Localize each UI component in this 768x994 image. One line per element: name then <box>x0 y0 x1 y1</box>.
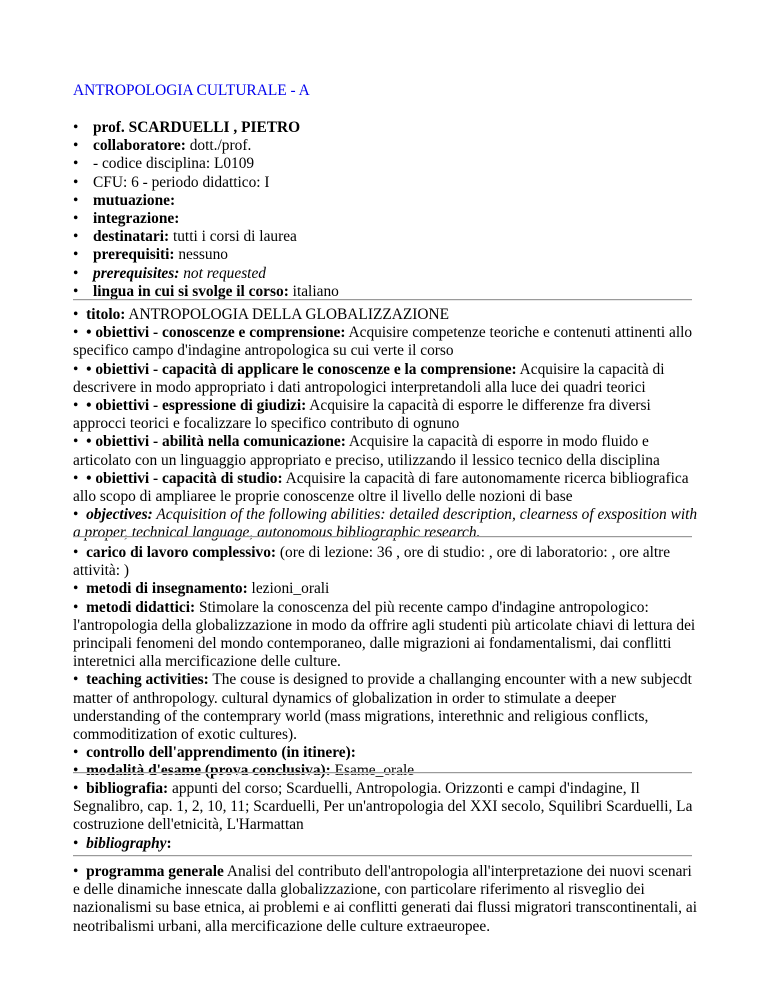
bullet-icon: • <box>73 228 79 246</box>
bullet-icon: • <box>73 155 79 173</box>
bullet-icon: • <box>73 282 79 300</box>
item-value: Analisi del contributo dell'antropologia all'interpretazione dei nuovi scenari e delle dinamiche innescate dalla globalizzazione, con particolare riferimento al risveglio dei nazionalismi su base etnica, ai problemi e ai conflitti generati dai flussi migratori transcontinentali, ai neotribalismi urbani, alla mercificazione delle culture extraeuropee. <box>73 863 697 935</box>
method-item-didactic <box>73 599 699 672</box>
item-label: teaching activities: <box>86 671 209 689</box>
info-value: - codice disciplina: L0109 <box>93 155 255 173</box>
item-label: • obiettivi - capacità di applicare le conoscenze e la comprensione: <box>86 360 517 378</box>
program-section <box>73 863 699 936</box>
item-value: Acquisire la capacità di fare autonomamente ricerca bibliografica allo scopo di ampliaree le proprie conoscenze oltre il livello delle nozioni di base <box>73 469 689 506</box>
item-label: metodi didattici: <box>86 598 196 616</box>
item-value: Acquisire la capacità di esporre in modo fluido e articolato con un linguaggio appropriato e preciso, utilizzando il lessico tecnico della disciplina <box>73 433 660 469</box>
objective-item-knowledge <box>73 324 699 360</box>
objective-item-communication <box>73 433 699 469</box>
bullet-icon: • <box>73 246 79 264</box>
method-item-teaching-methods <box>73 580 699 598</box>
info-label: integrazione: <box>93 210 180 228</box>
info-item-prerequisiti <box>73 246 699 264</box>
item-value: (ore di lezione: 36 , ore di studio: , ore di laboratorio: , ore altre attività: ) <box>73 544 671 580</box>
info-value: italiano <box>288 282 339 300</box>
bullet-icon: • <box>73 469 79 487</box>
info-label: destinatari: <box>93 228 170 246</box>
method-item-assessment <box>73 744 699 762</box>
bullet-icon: • <box>73 397 79 415</box>
bullet-icon: • <box>73 744 79 762</box>
item-value: Stimolare la conoscenza del più recente campo d'indagine antropologico: l'antropologia della globalizzazione in modo da offrire agli studenti più articolate chiavi di lettura dei principali fenomeni del mondo contemporaneo, dalle migrazioni ai fondamentalismi, dai conflitti interetnici alla mercificazione delle culture. <box>73 598 696 671</box>
item-value: Acquisire la capacità di esporre le differenze fra diversi approcci teorici e focalizzare lo specifico contributo di ognuno <box>73 397 651 433</box>
item-label: metodi di insegnamento: <box>86 580 248 598</box>
bullet-icon: • <box>73 762 79 780</box>
bullet-icon: • <box>73 191 79 209</box>
item-value: Acquisire competenze teoriche e contenuti attinenti allo specifico campo d'indagine antropologica su cui verte il corso <box>73 324 693 360</box>
item-value: Acquisition of the following abilities: detailed description, clearness of exsposition with a proper, technical language, autonomous bibliographic research. <box>73 506 698 542</box>
info-item-professor <box>73 119 699 137</box>
course-info-list <box>73 119 699 301</box>
item-label: modalità d'esame (prova conclusiva): <box>86 762 331 780</box>
methods-section <box>73 544 699 781</box>
item-label: • obiettivi - espressione di giudizi: <box>86 397 307 415</box>
objectives-section <box>73 306 699 543</box>
info-value: tutti i corsi di laurea <box>169 228 297 246</box>
item-label: programma generale <box>86 863 224 880</box>
bullet-icon: • <box>73 598 79 616</box>
item-value: Esame_orale <box>330 762 415 780</box>
objective-item-title <box>73 306 699 324</box>
bullet-icon: • <box>73 780 79 797</box>
bullet-icon: • <box>73 433 79 451</box>
bibliography-item <box>73 780 699 835</box>
info-item-code <box>73 155 699 173</box>
bullet-icon: • <box>73 173 79 191</box>
bullet-icon: • <box>73 360 79 378</box>
bullet-icon: • <box>73 264 79 282</box>
info-item-integrazione <box>73 210 699 228</box>
divider <box>73 536 692 538</box>
item-value: appunti del corso; Scarduelli, Antropologia. Orizzonti e campi d'indagine, Il Segnalibro, cap. 1, 2, 10, 11; Scarduelli, Per un'antropologia del XXI secolo, Squilibri Scarduelli, La costruzione dell'etnicità, L'Harmattan <box>73 780 693 834</box>
bullet-icon: • <box>73 119 79 136</box>
info-item-cfu <box>73 174 699 192</box>
item-label: controllo dell'apprendimento (in itinere): <box>86 744 356 762</box>
info-item-mutuazione <box>73 192 699 210</box>
item-label: bibliografia: <box>86 780 169 797</box>
method-item-workload <box>73 544 699 580</box>
divider <box>73 855 692 857</box>
info-label: prerequisites: <box>93 264 180 282</box>
info-value: CFU: 6 - periodo didattico: I <box>93 173 270 191</box>
bullet-icon: • <box>73 834 79 852</box>
bullet-icon: • <box>73 863 79 880</box>
objective-item-judgement <box>73 397 699 433</box>
info-item-destinatari <box>73 228 699 246</box>
bullet-icon: • <box>73 210 79 228</box>
item-label: objectives: <box>86 506 153 524</box>
program-item <box>73 863 699 936</box>
item-value: The couse is designed to provide a challanging encounter with a new subjecdt matter of anthropology. cultural dynamics of globalization in order to stimulate a deeper understanding of the contemprary world (mass migrations, interethnic and religious conflicts, commoditization of exotic cultures). <box>73 671 692 744</box>
bullet-icon: • <box>73 137 79 155</box>
item-value: Acquisire la capacità di descrivere in modo appropriato i dati antropologici interpretandoli alla luce dei quadri teorici <box>73 360 665 396</box>
info-value: not requested <box>179 264 266 282</box>
item-label: • obiettivi - conoscenze e comprensione: <box>86 324 346 342</box>
info-value: dott./prof. <box>185 137 252 155</box>
divider <box>73 299 692 301</box>
objective-item-study <box>73 470 699 506</box>
bullet-icon: • <box>73 506 79 524</box>
info-label: prerequisiti: <box>93 246 175 264</box>
bullet-icon: • <box>73 544 79 561</box>
item-value: : <box>166 834 172 852</box>
bullet-icon: • <box>73 306 79 323</box>
item-value: ANTROPOLOGIA DELLA GLOBALIZZAZIONE <box>125 306 450 323</box>
item-label: carico di lavoro complessivo: <box>86 544 277 561</box>
bibliography-en-item <box>73 835 699 853</box>
objective-item-applying <box>73 361 699 397</box>
info-label: prof. SCARDUELLI , PIETRO <box>93 119 301 136</box>
info-label: collaboratore: <box>93 137 186 155</box>
bullet-icon: • <box>73 324 79 342</box>
item-label: • obiettivi - abilità nella comunicazione: <box>86 433 346 451</box>
item-label: titolo: <box>86 306 126 323</box>
item-label: bibliography <box>86 834 167 852</box>
info-item-prerequisites <box>73 265 699 283</box>
info-item-collaborator <box>73 137 699 155</box>
method-item-teaching-activities <box>73 671 699 744</box>
bullet-icon: • <box>73 580 79 598</box>
info-label: lingua in cui si svolge il corso: <box>93 282 289 300</box>
item-value: lezioni_orali <box>247 580 330 598</box>
info-label: mutuazione: <box>93 191 176 209</box>
bullet-icon: • <box>73 671 79 689</box>
divider <box>73 772 692 774</box>
item-label: • obiettivi - capacità di studio: <box>86 469 283 487</box>
info-value: nessuno <box>174 246 228 264</box>
bibliography-section <box>73 780 699 853</box>
course-title-link[interactable]: ANTROPOLOGIA CULTURALE - A <box>73 82 310 99</box>
